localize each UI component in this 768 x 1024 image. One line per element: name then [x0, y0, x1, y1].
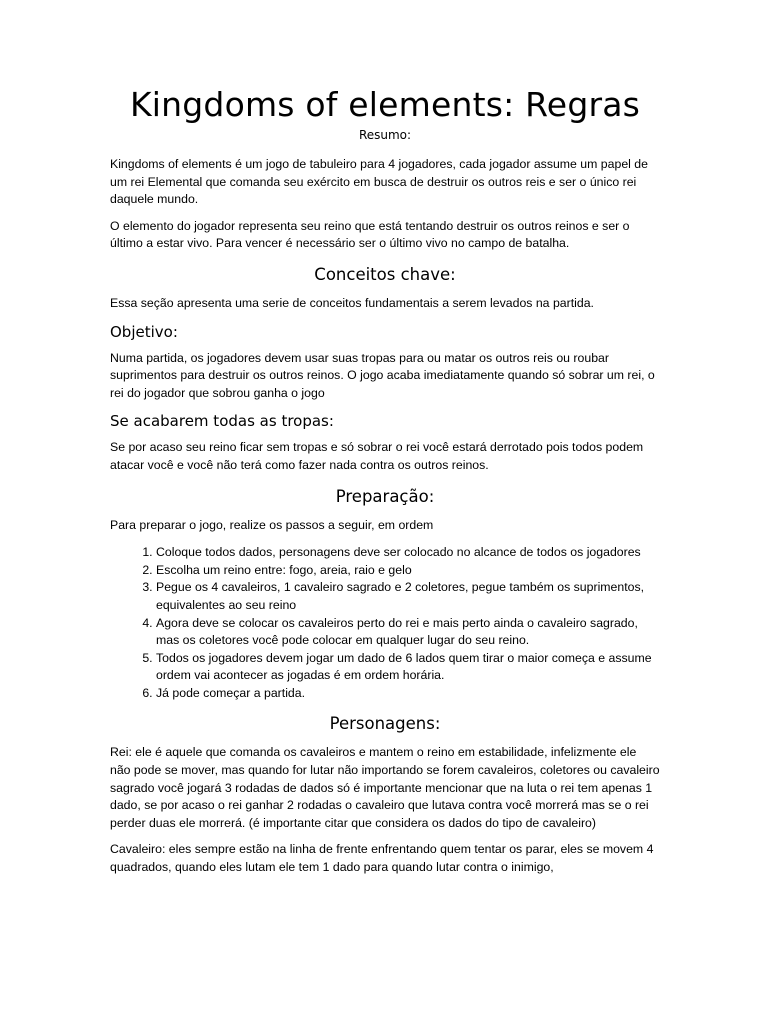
list-item: 5. Todos os jogadores devem jogar um dado de 6 lados quem tirar o maior começa e assume ordem vai acontecer as jogadas é em ordem horária. [156, 650, 660, 685]
concepts-heading: Conceitos chave: [314, 264, 456, 284]
preparation-heading: Preparação: [335, 486, 435, 506]
list-item: 4. Agora deve se colocar os cavaleiros perto do rei e mais perto ainda o cavaleiro sagrado, mas os coletores você pode colocar em qualquer lugar do seu reino. [156, 615, 660, 650]
document-subtitle: Resumo: [358, 128, 412, 142]
intro-paragraph-2: O elemento do jogador representa seu reino que está tentando destruir os outros reinos e ser o último a estar vivo. Para vencer é necessário ser o último vivo no campo de batalha. [110, 218, 630, 251]
concepts-paragraph: Essa seção apresenta uma serie de conceitos fundamentais a serem levados na partida. [110, 295, 594, 310]
preparation-steps-list [110, 544, 660, 702]
list-item: 6. Já pode começar a partida. [156, 685, 660, 703]
list-item: 3. Pegue os 4 cavaleiros, 1 cavaleiro sagrado e 2 coletores, pegue também os suprimentos, equivalentes ao seu reino [156, 579, 660, 614]
troops-heading: Se acabarem todas as tropas: [110, 412, 334, 431]
objective-paragraph: Numa partida, os jogadores devem usar suas tropas para ou matar os outros reis ou roubar suprimentos para destruir os outros reinos. O jogo acaba imediatamente quando só sobrar um rei, o rei do jogador que sobrou ganha o jogo [110, 350, 655, 400]
characters-heading: Personagens: [329, 714, 441, 734]
characters-rei-paragraph: Rei: ele é aquele que comanda os cavaleiros e mantem o reino em estabilidade, infelizmente ele não pode se mover, mas quando for lutar não importando se forem cavaleiros, coletores ou cavaleiro sagrado você jogará 3 rodadas de dados só é importante mencionar que na luta o rei tem apenas 1 dado, se por acaso o rei ganhar 2 rodadas o cavaleiro que lutava contra você morrerá mas se o rei perder duas ele morrerá. (é importante citar que considera os dados do tipo de cavaleiro) [110, 745, 660, 830]
document-title: Kingdoms of elements: Regras [129, 85, 641, 124]
list-item: 2. Escolha um reino entre: fogo, areia, raio e gelo [156, 562, 660, 580]
intro-paragraph-1: Kingdoms of elements é um jogo de tabuleiro para 4 jogadores, cada jogador assume um papel de um rei Elemental que comanda seu exército em busca de destruir os outros reis e ser o único rei daquele mundo. [110, 157, 648, 207]
list-item: 1. Coloque todos dados, personagens deve ser colocado no alcance de todos os jogadores [156, 544, 660, 562]
objective-heading: Objetivo: [110, 322, 178, 341]
preparation-intro: Para preparar o jogo, realize os passos a seguir, em ordem [110, 517, 434, 532]
document-page [110, 82, 660, 886]
troops-paragraph: Se por acaso seu reino ficar sem tropas e só sobrar o rei você estará derrotado pois todos podem atacar você e você não terá como fazer nada contra os outros reinos. [110, 440, 644, 472]
characters-cavaleiro-paragraph: Cavaleiro: eles sempre estão na linha de frente enfrentando quem tentar os parar, eles se movem 4 quadrados, quando eles lutam ele tem 1 dado para quando lutar contra o inimigo, [110, 842, 654, 875]
